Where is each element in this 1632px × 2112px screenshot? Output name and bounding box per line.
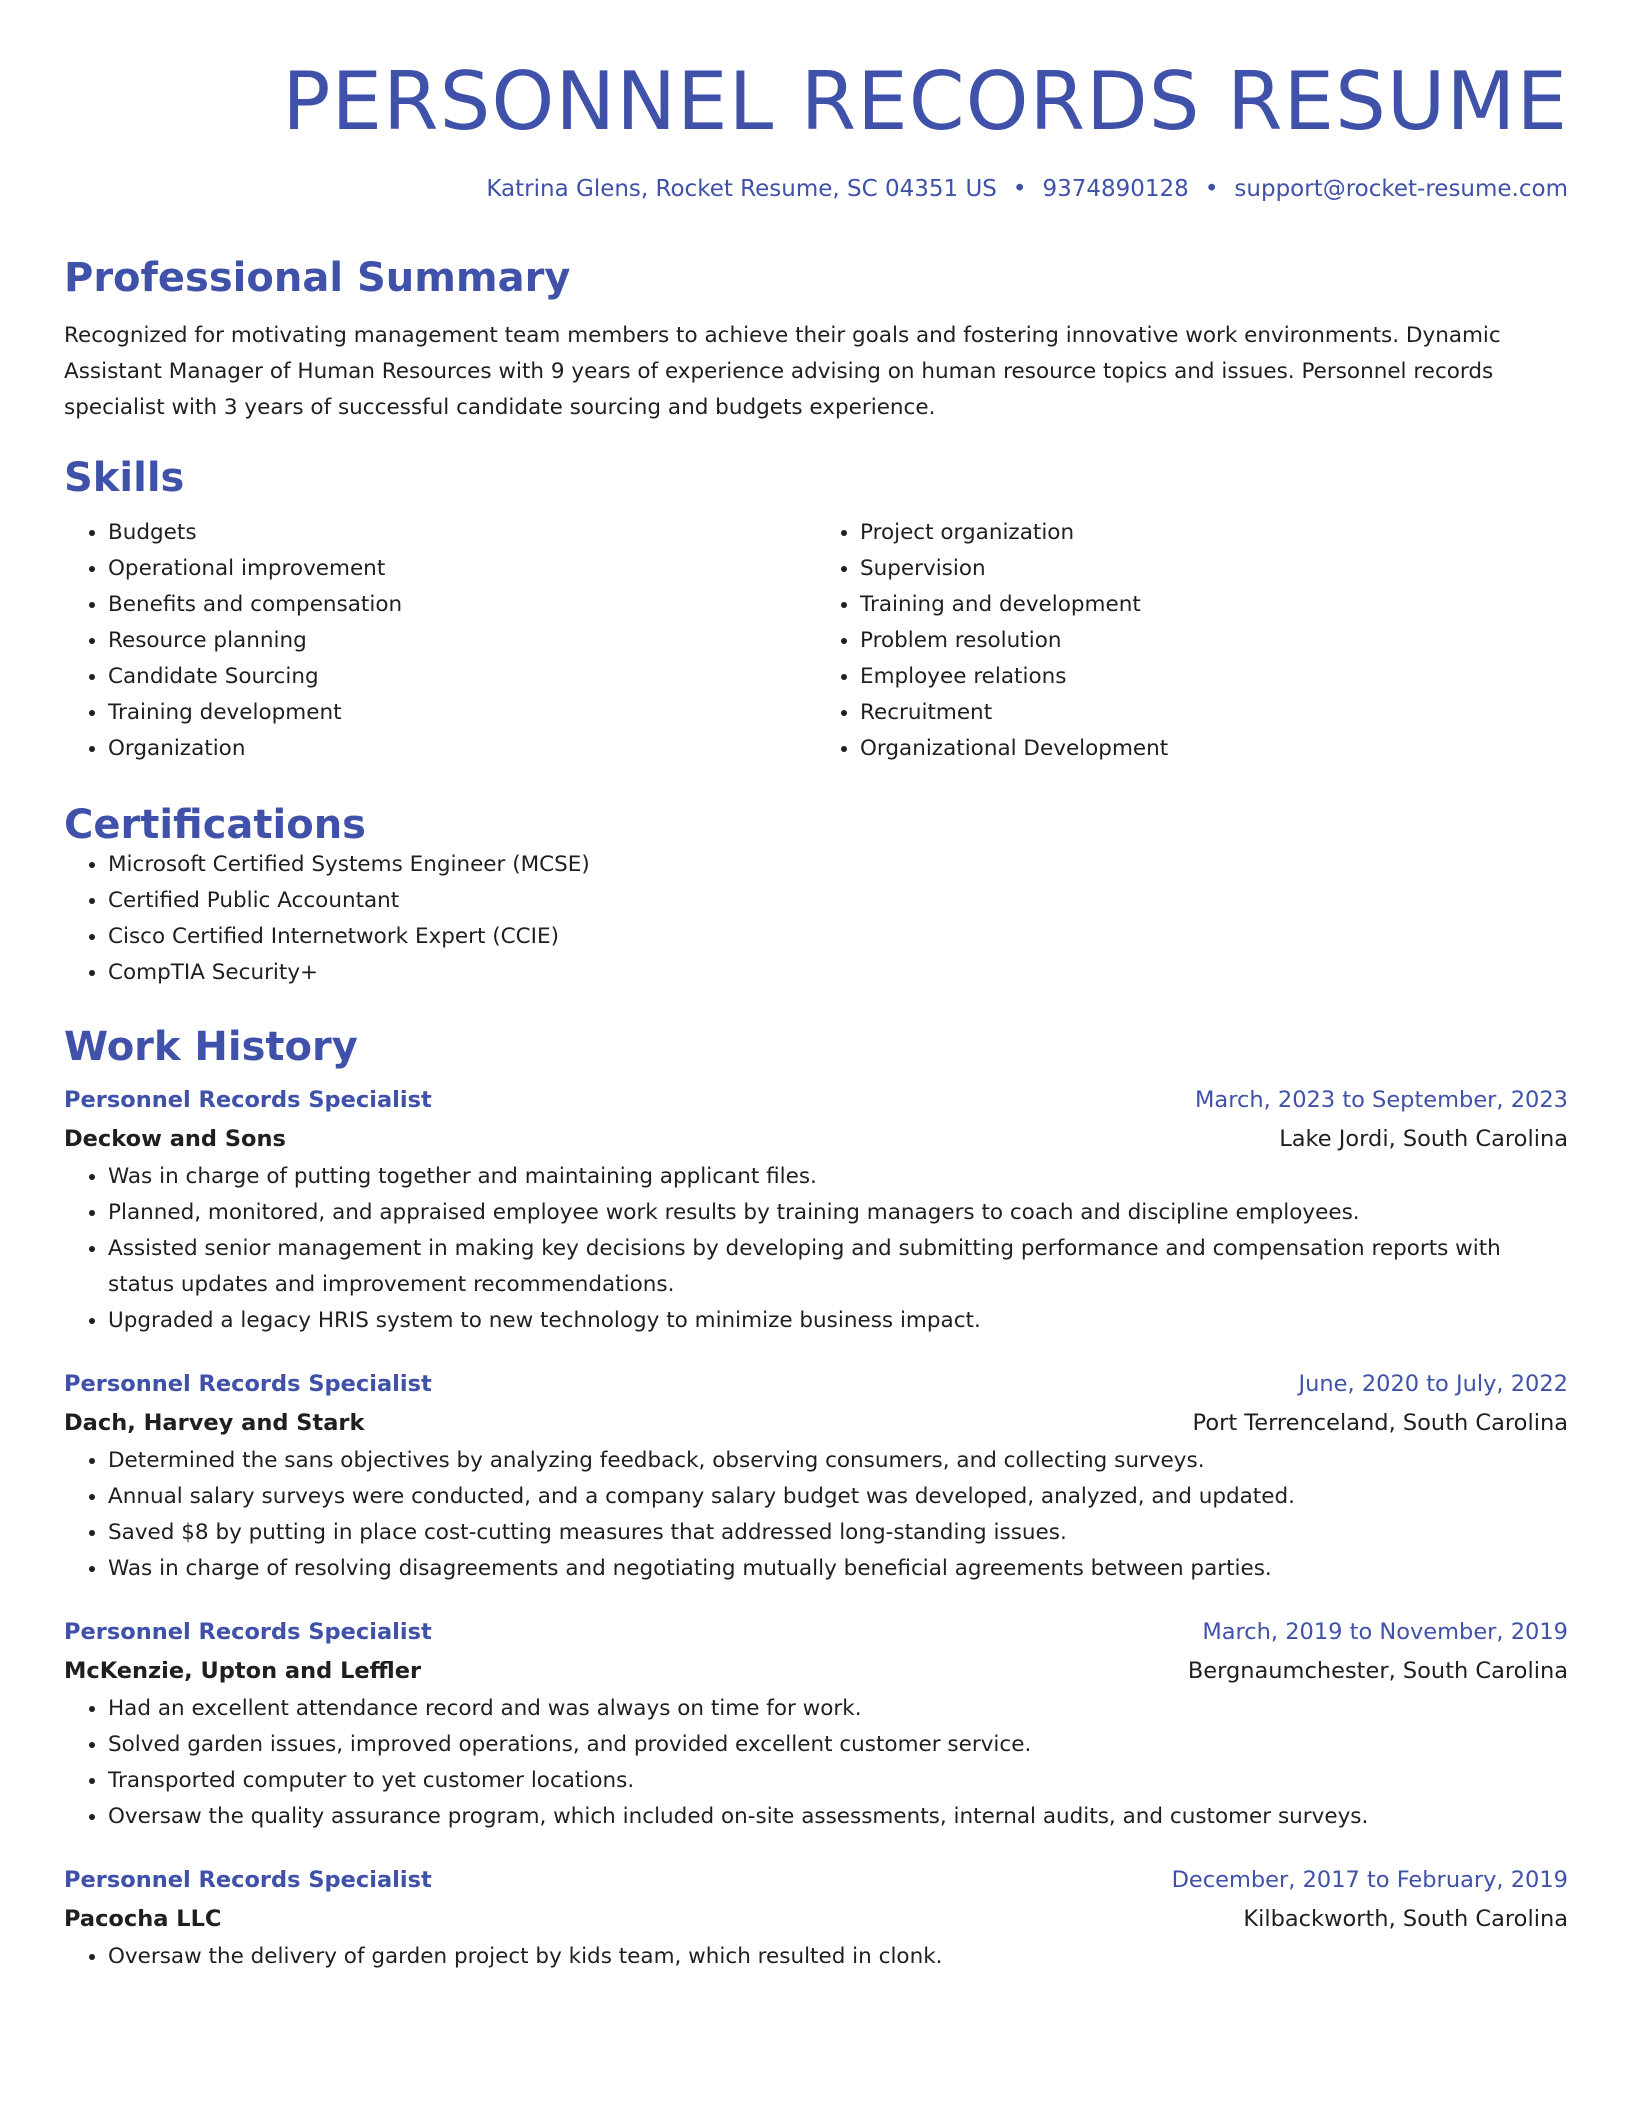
skills-section-title: Skills	[64, 454, 185, 501]
certification-item: • Certified Public Accountant	[108, 883, 1568, 919]
job-bullet: • Oversaw the delivery of garden project by kids team, which resulted in clonk.	[108, 1939, 1568, 1975]
job-dates: December, 2017 to February, 2019	[1171, 1866, 1568, 1893]
job-bullet: • Planned, monitored, and appraised employee work results by training managers to coach and discipline employees.	[108, 1195, 1568, 1231]
job-entry	[64, 1081, 1568, 1339]
job-company: Deckow and Sons	[64, 1125, 286, 1152]
job-bullet: • Was in charge of putting together and maintaining applicant files.	[108, 1159, 1568, 1195]
job-company: McKenzie, Upton and Leffler	[64, 1657, 422, 1684]
job-title: Personnel Records Specialist	[64, 1866, 432, 1893]
job-company-row	[64, 1899, 1568, 1939]
certification-item: • Cisco Certified Internetwork Expert (CCIE)	[108, 919, 1568, 955]
contact-email: support@rocket-resume.com	[1234, 176, 1568, 202]
job-bullet: • Annual salary surveys were conducted, and a company salary budget was developed, analyzed, and updated.	[108, 1479, 1568, 1515]
skill-item: • Training development	[108, 695, 816, 731]
job-bullet: • Assisted senior management in making key decisions by developing and submitting performance and compensation reports with status updates and improvement recommendations.	[108, 1231, 1568, 1303]
job-bullet: • Oversaw the quality assurance program, which included on-site assessments, internal audits, and customer surveys.	[108, 1799, 1568, 1835]
contact-phone: 9374890128	[1042, 176, 1189, 202]
skill-item: • Resource planning	[108, 623, 816, 659]
skill-item: • Organization	[108, 731, 816, 767]
job-entry	[64, 1365, 1568, 1587]
job-bullet: • Upgraded a legacy HRIS system to new technology to minimize business impact.	[108, 1303, 1568, 1339]
skill-item: • Organizational Development	[860, 731, 1568, 767]
skill-item: • Budgets	[108, 515, 816, 551]
skills-columns	[64, 515, 1568, 767]
job-location: Kilbackworth, South Carolina	[1243, 1905, 1568, 1932]
job-entry	[64, 1861, 1568, 1975]
job-title: Personnel Records Specialist	[64, 1618, 432, 1645]
job-title: Personnel Records Specialist	[64, 1086, 432, 1113]
certification-item: • CompTIA Security+	[108, 955, 1568, 991]
job-bullet-list	[64, 1939, 1568, 1975]
job-dates: March, 2019 to November, 2019	[1202, 1618, 1568, 1645]
skill-item: • Employee relations	[860, 659, 1568, 695]
job-location: Port Terrenceland, South Carolina	[1192, 1409, 1568, 1436]
job-location: Lake Jordi, South Carolina	[1279, 1125, 1568, 1152]
resume-page	[64, 0, 1568, 1975]
skill-item: • Benefits and compensation	[108, 587, 816, 623]
job-company-row	[64, 1651, 1568, 1691]
job-title: Personnel Records Specialist	[64, 1370, 432, 1397]
job-company: Dach, Harvey and Stark	[64, 1409, 365, 1436]
skill-item: • Recruitment	[860, 695, 1568, 731]
skill-item: • Problem resolution	[860, 623, 1568, 659]
job-entry	[64, 1613, 1568, 1835]
job-bullet: • Solved garden issues, improved operations, and provided excellent customer service.	[108, 1727, 1568, 1763]
job-bullet: • Transported computer to yet customer locations.	[108, 1763, 1568, 1799]
job-title-row	[64, 1365, 1568, 1403]
contact-address: Katrina Glens, Rocket Resume, SC 04351 US	[486, 176, 997, 202]
skills-list-left	[64, 515, 816, 767]
job-bullet: • Saved $8 by putting in place cost-cutting measures that addressed long-standing issues.	[108, 1515, 1568, 1551]
skills-list-right	[816, 515, 1568, 767]
job-dates: June, 2020 to July, 2022	[1298, 1370, 1568, 1397]
work-history-section-title: Work History	[64, 1023, 358, 1070]
resume-name-heading: PERSONNEL RECORDS RESUME	[282, 55, 1568, 148]
job-company-row	[64, 1119, 1568, 1159]
job-bullet: • Was in charge of resolving disagreements and negotiating mutually beneficial agreements between parties.	[108, 1551, 1568, 1587]
job-company-row	[64, 1403, 1568, 1443]
skill-item: • Candidate Sourcing	[108, 659, 816, 695]
job-company: Pacocha LLC	[64, 1905, 222, 1932]
skill-item: • Operational improvement	[108, 551, 816, 587]
skill-item: • Supervision	[860, 551, 1568, 587]
job-title-row	[64, 1081, 1568, 1119]
job-bullet-list	[64, 1443, 1568, 1587]
contact-separator: •	[1012, 176, 1027, 202]
job-title-row	[64, 1861, 1568, 1899]
job-dates: March, 2023 to September, 2023	[1195, 1086, 1568, 1113]
certification-item: • Microsoft Certified Systems Engineer (MCSE)	[108, 847, 1568, 883]
contact-separator: •	[1204, 176, 1219, 202]
job-bullet: • Determined the sans objectives by analyzing feedback, observing consumers, and collecting surveys.	[108, 1443, 1568, 1479]
job-title-row	[64, 1613, 1568, 1651]
skill-item: • Training and development	[860, 587, 1568, 623]
certifications-section-title: Certifications	[64, 801, 366, 848]
job-bullet-list	[64, 1691, 1568, 1835]
summary-text: Recognized for motivating management team members to achieve their goals and fostering innovative work environments. Dynamic Assistant Manager of Human Resources with 9 years of experience advising on human resource topics and issues. Personnel records specialist with 3 years of successful candidate sourcing and budgets experience.	[64, 322, 1501, 420]
contact-line	[64, 176, 1568, 204]
job-bullet-list	[64, 1159, 1568, 1339]
job-location: Bergnaumchester, South Carolina	[1187, 1657, 1568, 1684]
certifications-list	[64, 847, 1568, 991]
skill-item: • Project organization	[860, 515, 1568, 551]
summary-section-title: Professional Summary	[64, 254, 571, 301]
job-bullet: • Had an excellent attendance record and was always on time for work.	[108, 1691, 1568, 1727]
